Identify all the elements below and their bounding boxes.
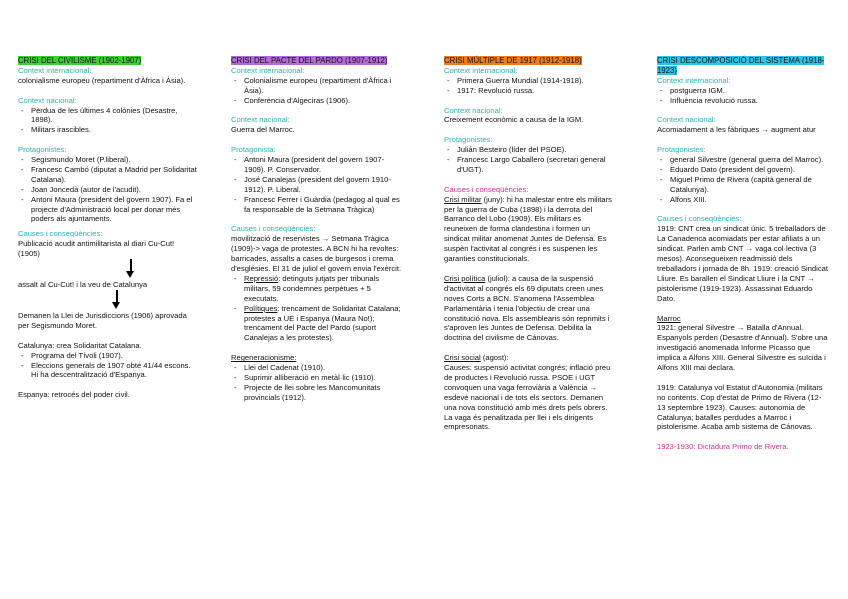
list-protagonistes bbox=[444, 145, 616, 175]
list-item: - Julián Besteiro (líder del PSOE). bbox=[457, 145, 616, 155]
heading-protagonistes: Protagonistes: bbox=[657, 145, 706, 155]
list-item: - Francesc Largo Caballero (secretari general d'UGT). bbox=[457, 155, 616, 175]
column-pacte-pardo bbox=[231, 56, 403, 403]
arrow-down-icon bbox=[18, 259, 198, 280]
list-item: - Eduardo Dato (president del govern). bbox=[670, 165, 829, 175]
list-item: - Pèrdua de les últimes 4 colònies (Desastre, 1898). bbox=[31, 106, 198, 126]
list-item: - Joan Joncedà (autor de l'acudit). bbox=[31, 185, 198, 195]
text-cause-3: Demanen la Llei de Jurisdiccions (1906) aprovada per Segismundo Moret. bbox=[18, 311, 187, 330]
text-crisi-politica bbox=[444, 274, 616, 343]
heading-regeneracionisme: Regeneracionisme: bbox=[231, 353, 297, 363]
text-final: 1919: Catalunya vol Estatut d'Autonomia (militars no contents. Cop d'estat de Primo de Rivera (12-13 septembre 1923). Causes: autonomia de Catalunya; batalles perdudes a Marroc i pistolerisme. Acaba amb sistema de Cánovas. bbox=[657, 382, 823, 432]
list-item: - Alfons XIII. bbox=[670, 195, 829, 205]
label-politiques: Polítiques bbox=[244, 303, 278, 313]
list-item: - José Canalejas (president del govern 1910-1912). P. Liberal. bbox=[244, 175, 403, 195]
label-crisi-politica: Crisi política bbox=[444, 273, 486, 283]
list-item: - general Silvestre (general guerra del Marroc). bbox=[670, 155, 829, 165]
list-context-internacional bbox=[444, 76, 616, 96]
list-protagonistes bbox=[657, 155, 829, 205]
list-regeneracionisme bbox=[231, 363, 403, 403]
list-protagonistes bbox=[231, 155, 403, 214]
list-item: - Llei del Cadenat (1910). bbox=[244, 363, 403, 373]
heading-causes: Causes i conseqüències: bbox=[444, 184, 529, 194]
list-item: - Influència revolució russa. bbox=[670, 96, 829, 106]
heading-protagonista: Protagonista: bbox=[231, 145, 276, 155]
list-item: - Miguel Primo de Rivera (capità general de Catalunya). bbox=[670, 175, 829, 195]
column-descomposicio bbox=[657, 56, 829, 452]
list-item: - Projecte de llei sobre les Mancomunitats provincials (1912). bbox=[244, 383, 403, 403]
section-title: CRISI DEL CIVILISME (1902-1907) bbox=[18, 56, 142, 65]
list-item: - Segismundo Moret (P.liberal). bbox=[31, 155, 198, 165]
list-item: - Primera Guerra Mundial (1914-1918). bbox=[457, 76, 616, 86]
list-item: - postguerra IGM. bbox=[670, 86, 829, 96]
heading-context-internacional: Context internacional: bbox=[18, 65, 92, 75]
section-title: CRISI MÚLTIPLE DE 1917 (1912-1918) bbox=[444, 56, 582, 65]
list-protagonistes bbox=[18, 155, 198, 224]
text-marroc: 1921: general Silvestre → Batalla d'Annual. Espanyols perden (Desastre d'Annual). S'obre una investigació anomenada Informe Picasso que implica a Alfons XIII. General Silvestre es suïcida i Alfons XIII mai declara. bbox=[657, 323, 828, 373]
list-context-internacional bbox=[231, 76, 403, 106]
list-solidaritat bbox=[18, 351, 198, 381]
list-item bbox=[244, 274, 403, 304]
list-context-nacional bbox=[18, 106, 198, 136]
text-causes: movilització de reservistes → Setmana Tràgica (1909)-> vaga de protestes. A BCN hi ha revoltes: barricades, assalts a cases de burgesos i crema d'esglésies. El 31 de juliol el govern envia l'exèrcit. bbox=[231, 234, 402, 273]
list-item: - Colonialisme europeu (repartiment d'Àfrica i Àsia). bbox=[244, 76, 403, 96]
arrow-down-icon bbox=[18, 290, 198, 311]
text-politiques: : trencament de Solidaritat Catalana; protestes a UE i Espanya (Maura No!); trencament del Pacte del Pardo (suport Canalejas a les protestes). bbox=[244, 303, 401, 343]
heading-context-nacional: Context nacional: bbox=[444, 105, 503, 115]
heading-context-internacional: Context internacional: bbox=[657, 75, 731, 85]
list-item: - Militars irascibles. bbox=[31, 125, 198, 135]
list-item: - Conferència d'Algeciras (1906). bbox=[244, 96, 403, 106]
list-item: - 1917: Revolució russa. bbox=[457, 86, 616, 96]
list-item: - Francesc Cambó (diputat a Madrid per Solidaritat Catalana). bbox=[31, 165, 198, 185]
section-title: CRISI DESCOMPOSICIÓ DEL SISTEMA (1918-1923) bbox=[657, 56, 825, 75]
label-repressio: Repressió bbox=[244, 273, 279, 283]
text-cause-4: Catalunya: crea Solidaritat Catalana. bbox=[18, 340, 142, 350]
list-consequencies bbox=[231, 274, 403, 343]
section-title: CRISI DEL PACTE DEL PARDO (1907-1912) bbox=[231, 56, 388, 65]
text-cause-1: Publicació acudit antimilitarista al diari Cu-Cut! (1905) bbox=[18, 239, 175, 259]
text-politica: (juliol): a causa de la suspensió d'activitat al congrés els 69 diputats creen unes noves Corts a BCN. S'anomena l'Assemblea Parlamentària i tenia l'objectiu de crear una constitució nova. Els assemblearis són reprimits i s'aproven les Juntes de Defensa. Debilita la doctrina del civilisme de Cánovas. bbox=[444, 273, 610, 343]
list-item: - Francesc Ferrer i Guàrdia (pedagog al qual es fa responsable de la Setmana Tràgica) bbox=[244, 195, 403, 215]
text-context-nacional: Creixement econòmic a causa de la IGM. bbox=[444, 115, 584, 125]
list-item: - Suprimir alliberació en metàl·lic (1910). bbox=[244, 373, 403, 383]
text-social-date: (agost): bbox=[480, 353, 509, 363]
list-item: - Antoni Maura (president del govern 1907). Fa el projecte d'Administració local per donar més poders als ajuntaments. bbox=[31, 195, 198, 225]
text-cause-2: assalt al Cu-Cut! i la veu de Catalunya bbox=[18, 280, 148, 290]
text-context-nacional: Acomiadament a les fàbriques → augment atur bbox=[657, 125, 816, 135]
text-dictadura: 1923-1930: Dictadura Primo de Rivera. bbox=[657, 442, 789, 452]
column-civilisme bbox=[18, 56, 198, 400]
heading-causes: Causes i conseqüències: bbox=[18, 229, 103, 239]
list-item: - Antoni Maura (president del govern 1907-1909). P. Conservador. bbox=[244, 155, 403, 175]
heading-context-internacional: Context internacional: bbox=[444, 65, 518, 75]
column-crisi-1917 bbox=[444, 56, 616, 432]
label-crisi-social: Crisi social bbox=[444, 353, 481, 363]
list-context-internacional bbox=[657, 86, 829, 106]
heading-causes: Causes i conseqüències: bbox=[231, 224, 316, 234]
text-causes: 1919: CNT crea un sindicat únic. 5 treballadors de La Canadenca acomiadats per estar afiliats a un sindicat. Parlen amb CNT → vaga col·lectiva (3 mesos). Aconsegueixen readmissió dels treballadors i jornada de 8h. 1919: creació Sindicat Lliure. Es barallen el Sindicat Lliure i la CNT → pistolerisme (1919-1923). Assassinat Eduardo Dato. bbox=[657, 224, 828, 303]
heading-protagonistes: Protagonistes: bbox=[444, 135, 493, 145]
list-item: - Programa del Tívoli (1907). bbox=[31, 351, 198, 361]
text-context-nacional: Guerra del Marroc. bbox=[231, 125, 295, 135]
text-militar: (juny): hi ha malestar entre els militars per la guerra de Cuba (1898) i la derrota del Barranco del Lobo (1909). Els militars es reuneixen de forma clandestina i formen un sindicat militar anomenat Juntes de Defensa. Es suspèn l'activitat al congrés i es suspenen les garanties constitucionals. bbox=[444, 194, 612, 264]
heading-context-nacional: Context nacional: bbox=[18, 95, 77, 105]
heading-marroc: Marroc bbox=[657, 313, 681, 323]
heading-context-nacional: Context nacional: bbox=[657, 115, 716, 125]
text-context-internacional: colonialisme europeu (repartiment d'Àfrica i Àsia). bbox=[18, 75, 186, 85]
text-social: Causes: suspensió activitat congrés; inflació preu de productes i Revolució russa. PSOE i UGT convoquen una vaga ferroviària a València → esdevé nacional i de tots els sectors. Demanen una nova constitució amb més drets pels obrers. La vaga és penalitzada per llei i els dirigents empresonats. bbox=[444, 363, 611, 432]
text-crisi-militar bbox=[444, 195, 616, 264]
heading-context-nacional: Context nacional: bbox=[231, 115, 290, 125]
text-cause-5: Espanya: retrocés del poder civil. bbox=[18, 390, 130, 400]
text-crisi-social bbox=[444, 353, 616, 363]
heading-causes: Causes i conseqüències: bbox=[657, 214, 742, 224]
label-crisi-militar: Crisi militar bbox=[444, 194, 482, 204]
heading-protagonistes: Protagonistes: bbox=[18, 145, 67, 155]
heading-context-internacional: Context internacional: bbox=[231, 65, 305, 75]
list-item bbox=[244, 304, 403, 344]
text-repressio: : detinguts jutjats per tribunals militars, 59 condemnes perpètues + 5 executats. bbox=[244, 273, 380, 303]
list-item: - Eleccions generals de 1907 obté 41/44 escons. Hi ha descentralització d'Espanya. bbox=[31, 361, 198, 381]
